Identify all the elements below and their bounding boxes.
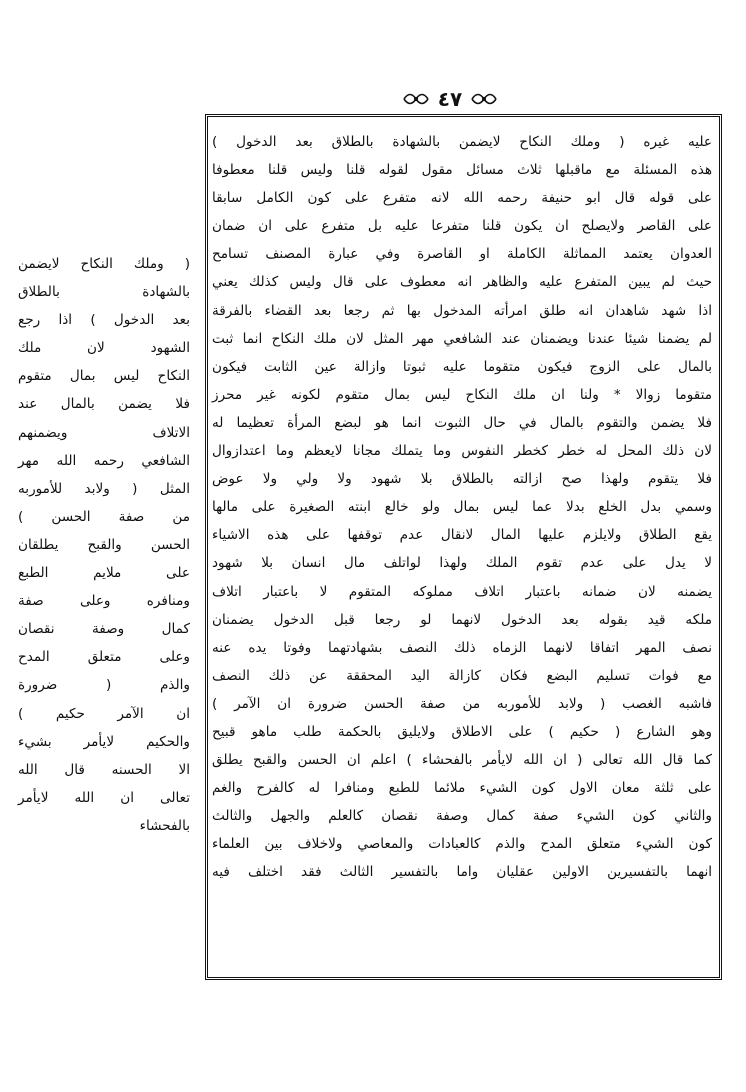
margin-note-line: والذم ( ضرورة xyxy=(18,677,190,694)
margin-commentary xyxy=(18,250,190,834)
margin-note-line: بالفحشاء xyxy=(139,817,190,834)
margin-note-line: المثل ( ولابد للأموربه xyxy=(18,480,190,497)
text-line: بالمال على الزوج فيكون متقوما عليه ثبوتا وازالة عين الثابت فيكون xyxy=(212,358,712,375)
text-line: اذا شهد شاهدان انه طلق امرأته المدخول بها ثم رجعا بعد القضاء بالفرقة xyxy=(212,302,712,319)
margin-note-line: من صفة الحسن ) xyxy=(18,508,190,525)
text-line: عليه غيره ( وملك النكاح لايضمن بالشهادة بالطلاق بعد الدخول ) xyxy=(212,134,712,150)
page-header xyxy=(395,84,505,114)
main-text xyxy=(212,128,712,968)
text-line: على القاصر ولايصلح ان يكون قلنا متفرعا عليه بل متفرع على ان ضمان xyxy=(212,218,712,235)
margin-note-line: بالشهادة بالطلاق xyxy=(18,284,190,301)
margin-note-line: كمال وصفة نقصان xyxy=(18,621,190,638)
text-line: وسمي بدل الخلع بدلا عما ليس بمال ولو خالع ابنته الصغيرة على مالها xyxy=(212,499,712,516)
margin-note-line: ( وملك النكاح لايضمن xyxy=(18,256,190,272)
text-line: لان ذلك المحل له خطر كخطر النفوس وما يتملك مجانا لايعظم وما اعتدازوال xyxy=(212,443,712,460)
text-line: حيث لم يبين المتفرع عليه والظاهر انه معطوف على قال وليس كذلك يعني xyxy=(212,274,712,291)
text-line: ملكه قيد بقوله بعد الدخول لانهما لو رجعا قبل الدخول يضمنان xyxy=(212,611,712,628)
text-line: على ثلثة معان الاول كون الشيء ملائما للطبع ومنافرا له كالفرح والغم xyxy=(212,780,712,797)
text-line: انهما بالتفسيرين الاولين عقليان واما بالتفسير الثالث فقد اختلف فيه xyxy=(212,864,712,881)
margin-note-line: ومنافره وعلى صفة xyxy=(18,593,190,610)
text-line: والثاني كون الشيء صفة كمال وصفة نقصان كالعلم والجهل والثالث xyxy=(212,808,712,825)
margin-note-line: بعد الدخول ) اذا رجع xyxy=(18,312,190,329)
text-line: كما قال الله تعالى ( ان الله لايأمر بالفحشاء ) اعلم ان الحسن والقبح يطلق xyxy=(212,752,712,769)
margin-note-line: النكاح ليس بمال متقوم xyxy=(18,368,190,385)
margin-note-line: الشهود لان ملك xyxy=(18,340,190,357)
text-line: فلا يضمن والتقوم بالمال في حال الثبوت انما هو لبضع المرأة تعظيما له xyxy=(212,414,712,431)
text-line: وهو الشارع ( حكيم ) على الاطلاق ولايليق بالحكمة طلب ماهو قبيح xyxy=(212,723,712,740)
text-line: كون الشيء متعلق المدح والذم كالعبادات والمعاصي ولاخلاف بين العلماء xyxy=(212,836,712,853)
margin-note-line: الحسن والقبح يطلقان xyxy=(18,536,190,553)
text-line: نصف المهر اتفاقا لانهما الزماه ذلك النصف بشهادتهما وفوتا يده عنه xyxy=(212,639,712,656)
margin-note-line: فلا يضمن بالمال عند xyxy=(18,396,190,413)
margin-note-line: الاتلاف ويضمنهم xyxy=(18,424,190,441)
margin-note-line: على ملايم الطبع xyxy=(18,565,190,582)
margin-note-line: تعالى ان الله لايأمر xyxy=(18,789,190,806)
text-line: لا يدل على عدم تقوم الملك ولهذا لواتلف مال انسان بلا شهود xyxy=(212,555,712,572)
text-line: هذه المسئلة مع ماقبلها ثلاث مسائل مقول لقوله قلنا وليس قلنا معطوفا xyxy=(212,162,712,179)
text-line: لم يضمنا شيئا عندنا ويضمنان عند الشافعي مهر المثل لان ملك النكاح انما ثبت xyxy=(212,330,712,347)
margin-note-line: الا الحسنه قال الله xyxy=(18,761,190,778)
margin-note-line: الشافعي رحمه الله مهر xyxy=(18,452,190,469)
page-number: ٤٧ xyxy=(437,87,463,111)
text-line: متقوما زوالا * ولنا ان ملك النكاح ليس بمال متقوم لكونه غير محرز xyxy=(212,386,712,403)
text-line: يضمنه لان ضمانه باعتبار اتلاف مملوكه المتقوم لا باعتبار اتلاف xyxy=(212,583,712,600)
text-line: فلا يتقوم ولهذا صح ازالته بالطلاق بلا شهود ولا ولي ولا عوض xyxy=(212,471,712,488)
margin-note-line: والحكيم لايأمر بشيء xyxy=(18,733,190,750)
text-line: على قوله قال ابو حنيفة رحمه الله لانه متفرع على كون الكامل سابقا xyxy=(212,190,712,207)
ornament-icon xyxy=(470,88,498,110)
text-line: العدوان يعتمد المماثلة الكاملة او القاصرة وفي عبارة المصنف تسامح xyxy=(212,246,712,263)
ornament-icon xyxy=(402,88,430,110)
text-line: مع فوات تسليم البضع فكان كازالة اليد المحققة عن ذلك النصف xyxy=(212,667,712,684)
text-line: فاشبه الغصب ( ولابد للأموربه من صفة الحسن ضرورة ان الآمر ) xyxy=(212,695,712,712)
margin-note-line: ان الآمر حكيم ) xyxy=(18,705,190,722)
margin-note-line: وعلى متعلق المدح xyxy=(18,649,190,666)
text-line: يقع الطلاق ولايلزم عليها المال لانقال عدم توقفها على هذه الاشياء xyxy=(212,527,712,544)
